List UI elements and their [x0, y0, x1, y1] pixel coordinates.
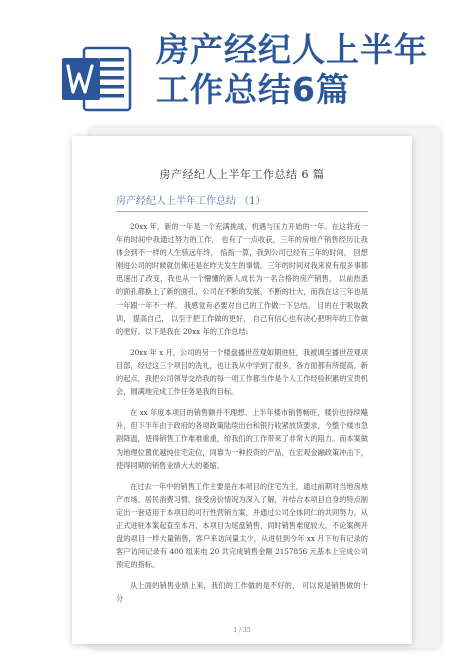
paragraph-1: 20xx 年，新的一年是一个充满挑战、机遇与压力开始的一年。在这将近一年的时间中我通过努力的工作， 也有了一点收获，三年的房地产销售经历让我体会到不一样的人生骇远年终， 掐指一算，我到公司已经有三年的时间， 回想刚进公司的时候就仿佛还是在昨天发生的事情。三年的时间对我来说有很多事都迅速出了改变，我也从一个懵懂的新人成长为一名合格的房产销售， 以前热悉的面孔都换上了新的面孔，公司在不断的发展，不断的壮大，而我在这三年也是一年跟一年不一样。 我感觉有必要对自己的工作做一下总结。 目的在于吸取教训， 提高自己， 以至于把工作做的更好， 自己有信心也有决心把明年的工作做的更好。以下是我在 20xx 年的工作总结:: [116, 222, 368, 336]
banner: [0, 0, 474, 120]
section-heading: 房产经纪人上半年工作总结 （1）: [116, 192, 368, 212]
paragraph-2: 20xx 年 x 月，公司的另一个楼盘播世莅观如期进驻，我被调至播世莅观项目部，经过这三个项目的洗礼，也让我从中学到了很多，各方面都有所提高，新的起点，我把公司领导交给我的每一项工作都当作是个人工作经验积累的宝贵机会，圆满地完成工作任务是我的目标。: [116, 347, 368, 397]
document-page: [72, 136, 412, 644]
banner-title: 房产经纪人上半年工作总结6篇: [156, 30, 428, 109]
paragraph-5: 从上面的销售业绩上来，我们的工作做的是不好的， 可以说是销售做的十分: [116, 581, 368, 604]
document-title: 房产经纪人上半年工作总结 6 篇: [159, 168, 325, 181]
paragraph-4: 在过去一年中的销售工作主要是在本项目的住宅为主，通过前期对当地房地产市场、居民消费习惯、接受房价情况为深入了解，并结合本项目自身的特点制定出一套适用于本项目的可行性营销方案，并通过公司全体同仁的共同努力，从正式进驻本案起直至本月，本项目为尾盘销售，同时销售难度较大，不论案例开盘的项目一样大量销售，客户来访问量太少，从进驻到今年 xx 月下旬有记录的客户访问记录有 400 组来电 20 共完成销售金额 2157856 元基本上完成公司预定的指标。: [116, 481, 368, 570]
page-number: 1 / 35: [233, 627, 251, 634]
paragraph-3: 在 xx 年度本项目的销售额并不理想。上半年楼市销售畅旺，楼价也持续飚升，但下半年由于政府的各项政策陆续出台和银行收紧放贷要求，今整个楼市急剧降温，使得销售工作难难重重，给我们的工作带来了非常大的阻力。而本案做为地理位置优越纯住宅定位，同靠为一种投资的产品，在宏观金融政策冲击下，使得同期的销售业绩大大的萎缩。: [116, 408, 368, 470]
word-document-icon: [60, 44, 132, 114]
